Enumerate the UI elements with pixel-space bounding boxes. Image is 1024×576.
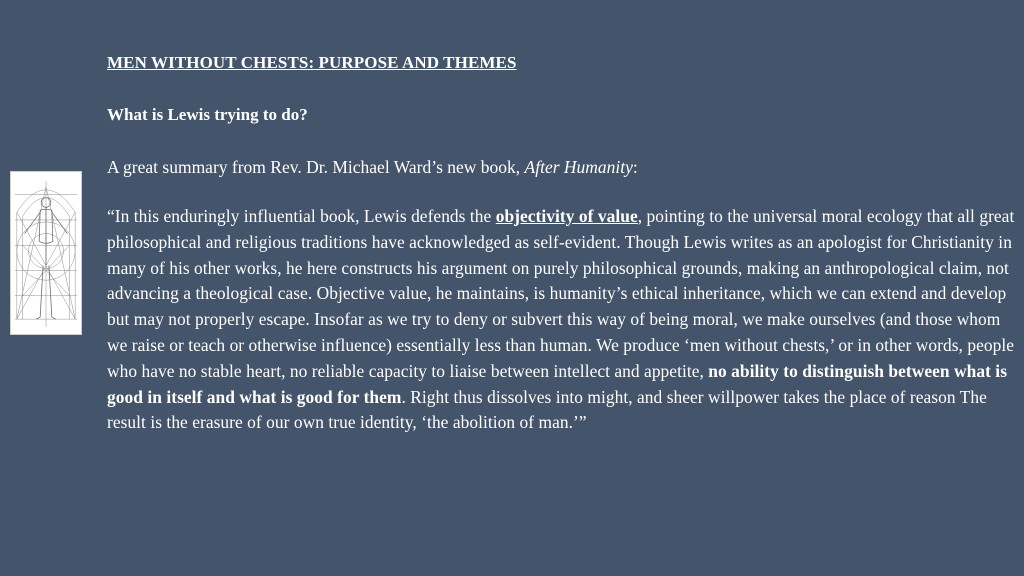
quote-part-2: , pointing to the universal moral ecology that all great philosophical and religious traditions have acknowledged as self-evident. Though Lewis writes as an apologist for Christianity in many of his other works, he here constructs his argument on purely philosophical grounds, making an anthropological claim, not advancing a theological case. Objective value, he maintains, is humanity’s ethical inheritance, which we can extend and develop but may not properly escape. Insofar as we try to deny or subvert this way of being moral, we make ourselves (and those whom we raise or teach or otherwise influence) essentially less than human. We produce ‘men without chests,’ or in other words, people who have no stable heart, no reliable capacity to liaise between intellect and appetite, <box>107 206 1015 381</box>
proportional-figure-icon <box>11 172 81 334</box>
human-figure-illustration <box>10 171 82 335</box>
slide-question: What is Lewis trying to do? <box>107 105 308 124</box>
book-title: After Humanity <box>524 157 633 177</box>
intro-suffix: : <box>632 157 638 177</box>
quote-emphasis-objectivity: objectivity of value <box>495 206 638 226</box>
quote-part-3: . Right thus dissolves into might, and sheer willpower takes the place of reason The result is the erasure of our own true identity, ‘the abolition of man.’” <box>107 386 987 433</box>
slide-title: MEN WITHOUT CHESTS: PURPOSE AND THEMES <box>107 53 517 72</box>
quote-part-1: “In this enduringly influential book, Lewis defends the <box>107 206 496 226</box>
intro-line <box>107 154 1019 180</box>
intro-prefix: A great summary from Rev. Dr. Michael Ward’s new book, <box>107 157 525 177</box>
slide-content <box>107 50 1019 436</box>
quote-emphasis-good: no ability to distinguish between what is good in itself and what is good for them <box>107 360 1008 407</box>
quote-paragraph <box>107 204 1019 436</box>
